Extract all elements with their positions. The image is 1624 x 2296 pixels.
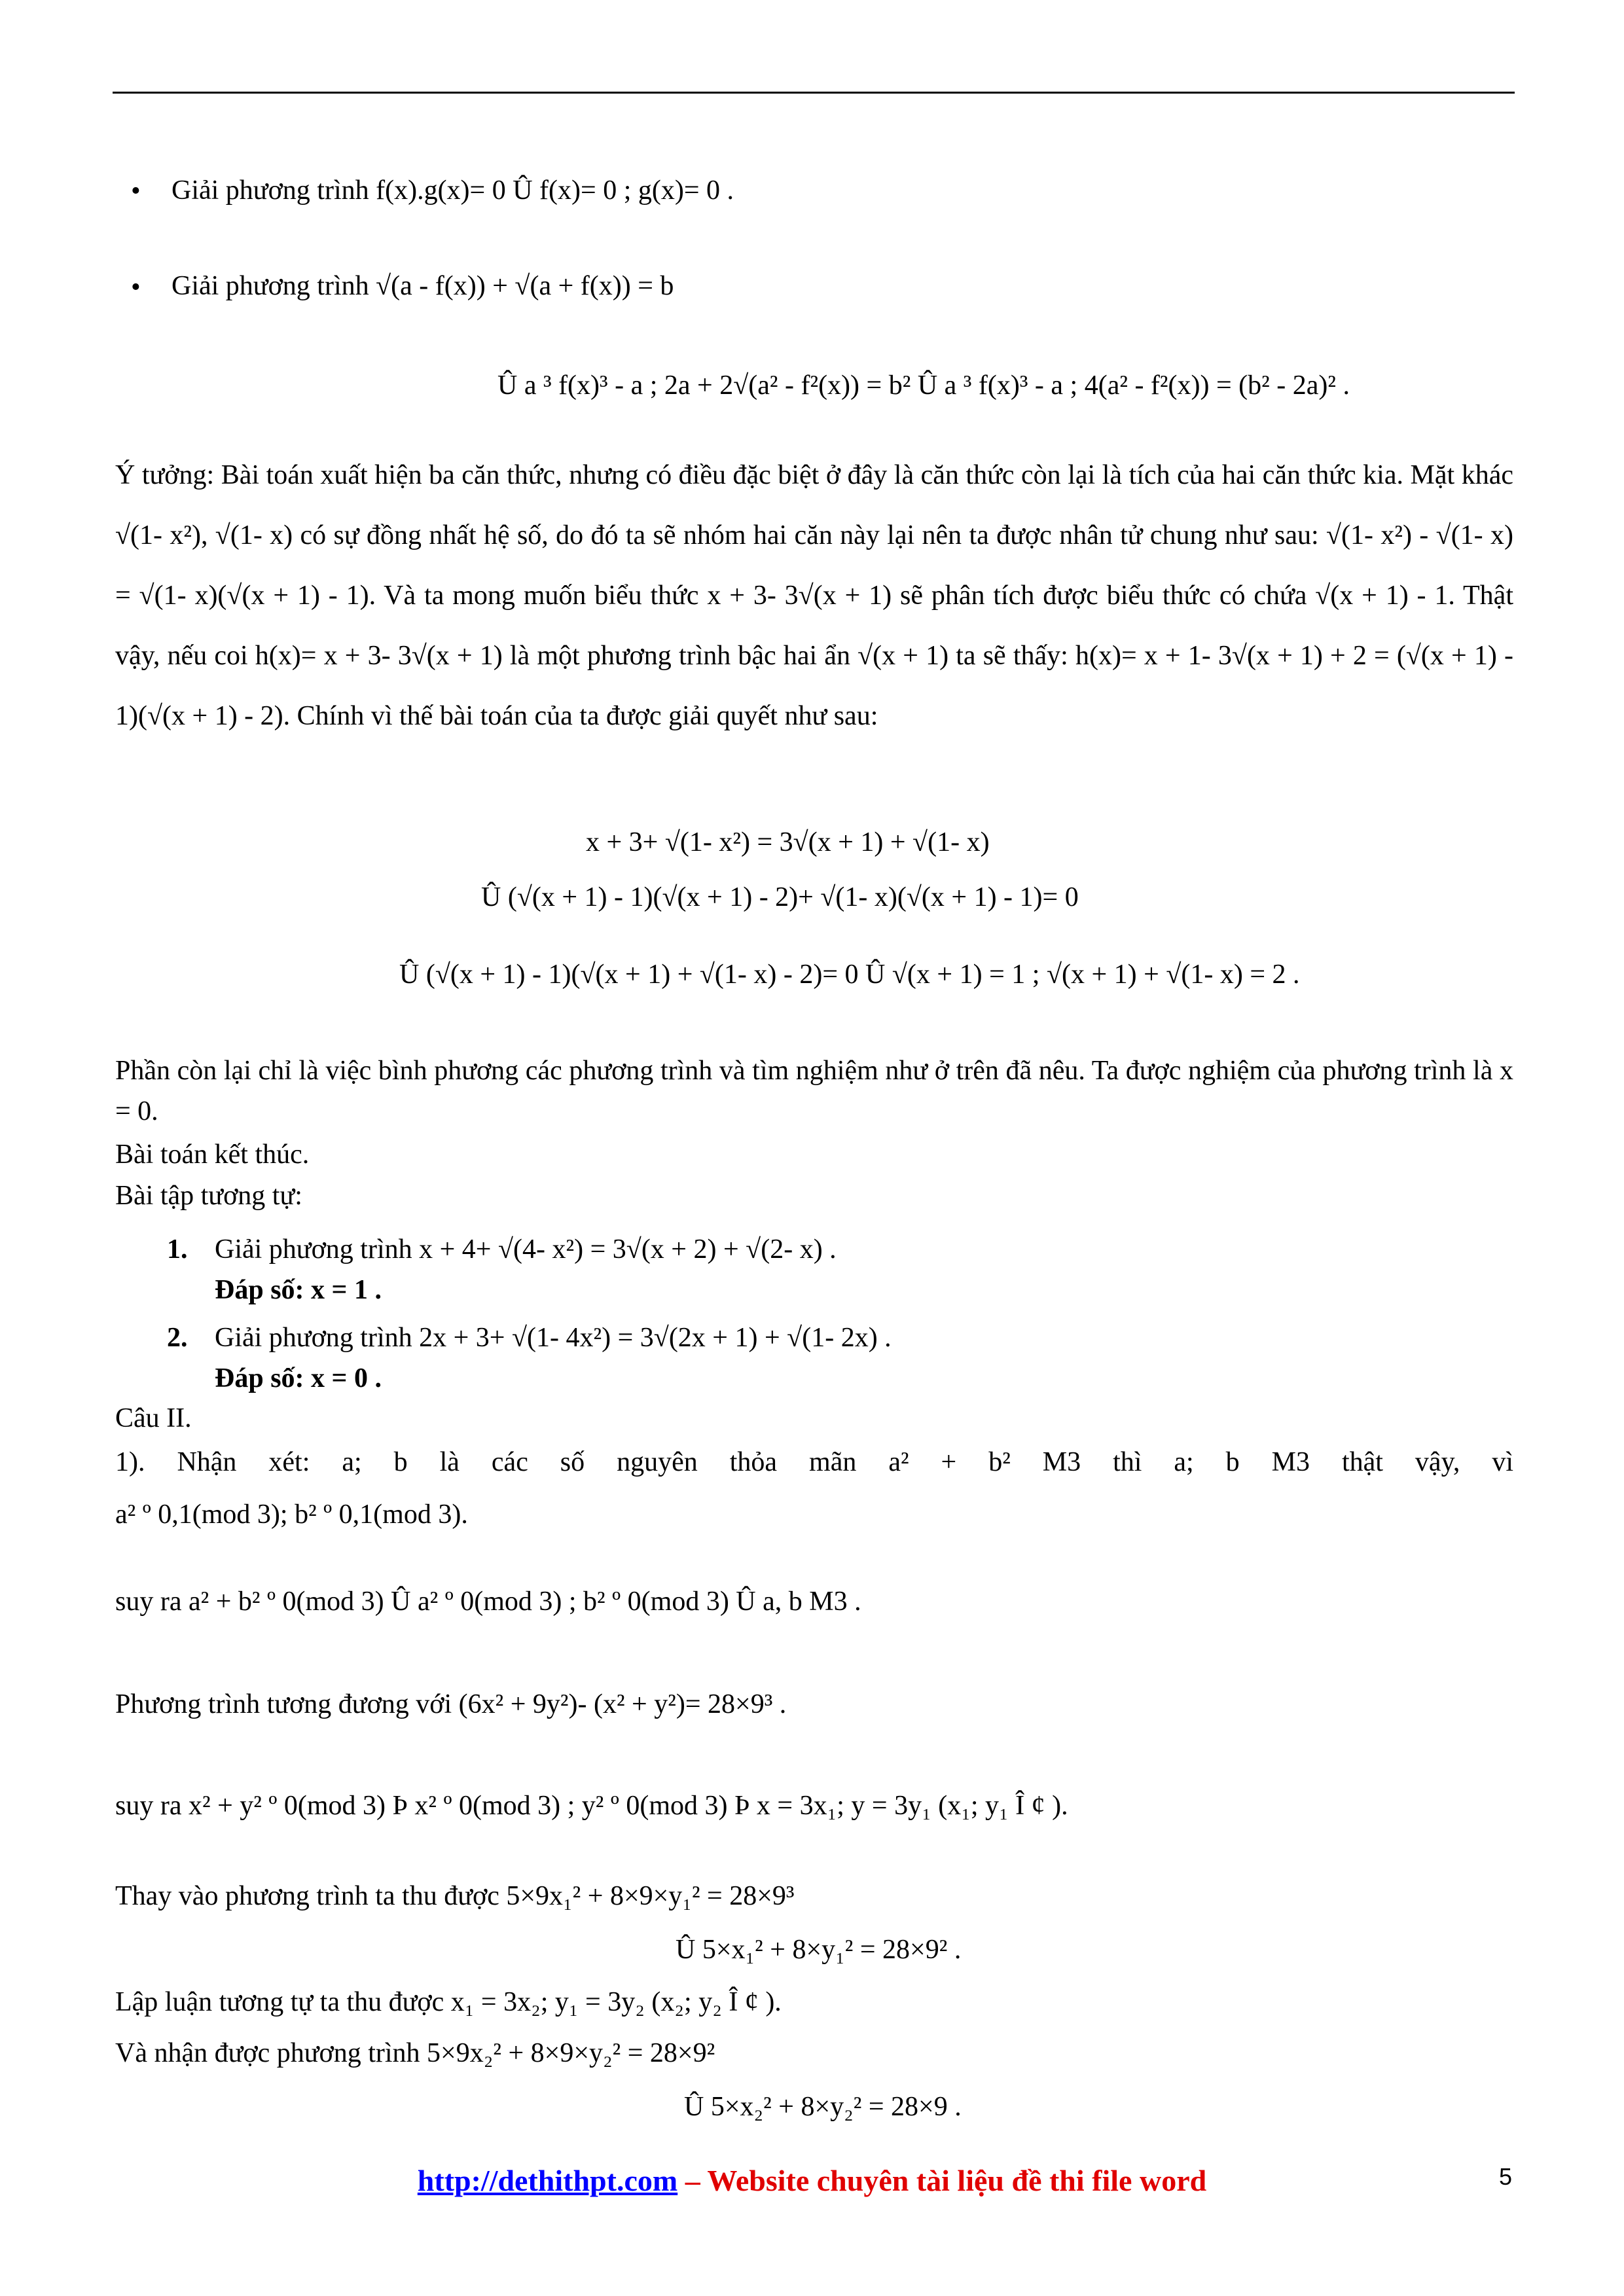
section-heading: Câu II.: [115, 1403, 192, 1433]
paragraph: Ý tưởng: Bài toán xuất hiện ba căn thức, nhưng có điều đặc biệt ở đây là căn thức còn lại là tích của hai căn thức kia. Mặt khác √(1- x²), √(1- x) có sự đồng nhất hệ số, do đó ta sẽ nhóm hai căn này lại nên ta được nhân tử chung như sau: √(1- x²) - √(1- x) = √(1- x)(√(x + 1) - 1). Và ta mong muốn biểu thức x + 3- 3√(x + 1) sẽ phân tích được biểu thức có chứa √(x + 1) - 1. Thật vậy, nếu coi h(x)= x + 3- 3√(x + 1) là một phương trình bậc hai ẩn √(x + 1) ta sẽ thấy: h(x)= x + 1- 3√(x + 1) + 2 = (√(x + 1) - 1)(√(x + 1) - 2). Chính vì thế bài toán của ta được giải quyết như sau:: [115, 460, 1513, 731]
text-line: a² º 0,1(mod 3); b² º 0,1(mod 3).: [115, 1499, 468, 1530]
answer-line: Đáp số: x = 0 .: [215, 1363, 382, 1393]
text-line: suy ra x² + y² º 0(mod 3) Þ x² º 0(mod 3) ; y² º 0(mod 3) Þ x = 3x₁; y = 3y₁ (x₁; y₁ Î ¢ ).: [115, 1791, 1068, 1821]
text-line: suy ra a² + b² º 0(mod 3) Û a² º 0(mod 3) ; b² º 0(mod 3) Û a, b M3 .: [115, 1587, 861, 1617]
text-line: Phương trình tương đương với (6x² + 9y²)- (x² + y²)= 28×9³ .: [115, 1689, 787, 1719]
text-line: Bài tập tương tự:: [115, 1181, 302, 1211]
math-system: Û a ³ f(x)³ - a ; 2a + 2√(a² - f²(x)) = b² Û a ³ f(x)³ - a ; 4(a² - f²(x)) = (b² - 2a)² .: [497, 370, 1350, 401]
text-line: Giải phương trình √(a - f(x)) + √(a + f(x)) = b: [171, 271, 674, 301]
footer-text: – Website chuyên tài liệu đề thi file word: [677, 2164, 1207, 2197]
text-line: Và nhận được phương trình 5×9x₂² + 8×9×y₂² = 28×9²: [115, 2038, 715, 2068]
equation: Û (√(x + 1) - 1)(√(x + 1) - 2)+ √(1- x)(√(x + 1) - 1)= 0: [481, 882, 1079, 912]
bullet: •: [131, 176, 141, 206]
footer: [0, 2163, 1624, 2198]
text-line: Bài toán kết thúc.: [115, 1139, 310, 1170]
answer-line: Đáp số: x = 1 .: [215, 1275, 382, 1305]
text-line: Lập luận tương tự ta thu được x₁ = 3x₂; y₁ = 3y₂ (x₂; y₂ Î ¢ ).: [115, 1987, 782, 2017]
list-number: 1.: [167, 1234, 188, 1265]
text-line: 1). Nhận xét: a; b là các số nguyên thỏa mãn a² + b² M3 thì a; b M3 thật vậy, vì: [115, 1447, 1513, 1477]
list-number: 2.: [167, 1323, 188, 1353]
paragraph: Phần còn lại chỉ là việc bình phương các phương trình và tìm nghiệm như ở trên đã nêu. Ta được nghiệm của phương trình là x = 0.: [115, 1056, 1513, 1126]
text-line: Thay vào phương trình ta thu được 5×9x₁² + 8×9×y₁² = 28×9³: [115, 1881, 795, 1911]
equation: Û 5×x₂² + 8×y₂² = 28×9 .: [684, 2092, 962, 2122]
page-number: 5: [1499, 2163, 1513, 2190]
header-rule: [113, 92, 1515, 94]
equation: Û 5×x₁² + 8×y₁² = 28×9² .: [676, 1935, 962, 1965]
equation: x + 3+ √(1- x²) = 3√(x + 1) + √(1- x): [586, 827, 990, 857]
bullet: •: [131, 272, 141, 302]
text-line: Giải phương trình f(x).g(x)= 0 Û f(x)= 0 ; g(x)= 0 .: [171, 175, 734, 206]
footer-link[interactable]: http://dethithpt.com: [417, 2164, 678, 2197]
list-item: Giải phương trình x + 4+ √(4- x²) = 3√(x + 2) + √(2- x) .: [215, 1234, 837, 1265]
list-item: Giải phương trình 2x + 3+ √(1- 4x²) = 3√(2x + 1) + √(1- 2x) .: [215, 1323, 892, 1353]
equation: Û (√(x + 1) - 1)(√(x + 1) + √(1- x) - 2)= 0 Û √(x + 1) = 1 ; √(x + 1) + √(1- x) = 2 .: [399, 960, 1300, 990]
